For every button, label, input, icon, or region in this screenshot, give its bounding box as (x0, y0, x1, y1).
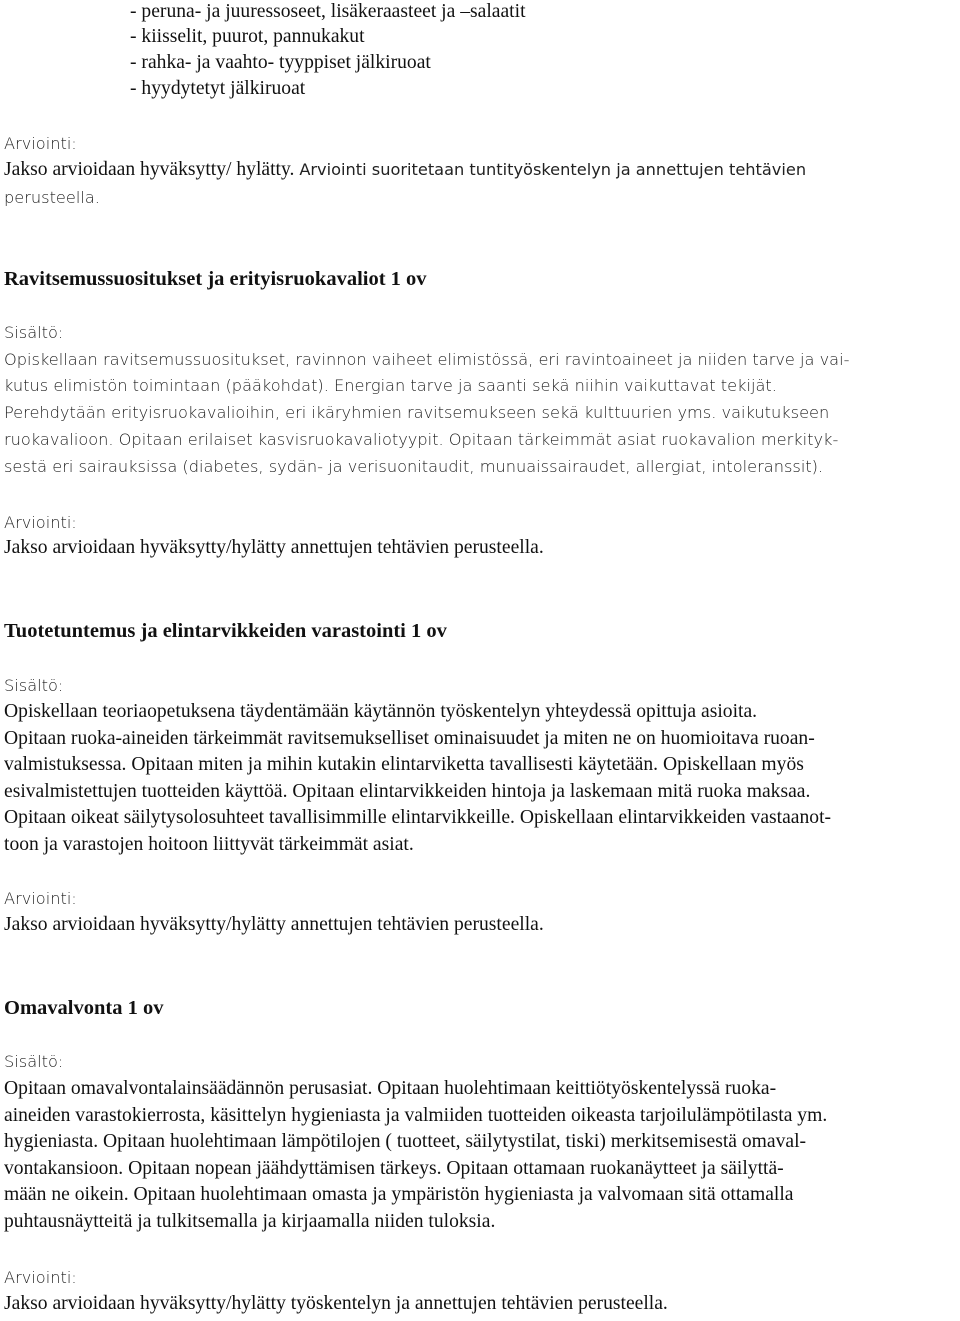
paragraph-line: esivalmistettujen tuotteiden käyttöä. Opitaan elintarvikkeiden hintoja ja laskemaan mitä ruoka maksaa. (4, 781, 811, 802)
paragraph-line: Opitaan oikeat säilytysolosuhteet tavallisimmille elintarvikkeille. Opiskellaan elintarvikkeiden vastaanot- (4, 807, 832, 828)
assessment-label: Arviointi: (4, 889, 77, 908)
section-heading: Tuotetuntemus ja elintarvikkeiden varastointi 1 ov (4, 620, 447, 642)
paragraph-line: Perehdytään erityisruokavalioihin, eri ikäryhmien ravitsemukseen sekä kulttuurien yms. vaikutukseen (4, 403, 830, 422)
assessment-label: Arviointi: (4, 1268, 77, 1287)
paragraph-line: Opiskellaan teoriaopetuksena täydentämään käytännön työskentelyn yhteydessä opittuja asioita. (4, 701, 758, 722)
paragraph-line: Opitaan omavalvontalainsäädännön perusasiat. Opitaan huolehtimaan keittiötyöskentelyssä ruoka- (4, 1078, 777, 1099)
assessment-text: perusteella. (4, 188, 100, 207)
list-item: - kiisselit, puurot, pannukakut (130, 26, 365, 47)
list-item: - hyydytetyt jälkiruoat (130, 78, 306, 99)
paragraph-line: vontakansioon. Opitaan nopean jäähdyttämisen tärkeys. Opitaan ottamaan ruokanäytteet ja säilyttä- (4, 1158, 784, 1179)
paragraph-line: hygieniasta. Opitaan huolehtimaan lämpötilojen ( tuotteet, säilytystilat, tiski) merkitsemisestä omaval- (4, 1131, 807, 1152)
content-label: Sisältö: (4, 323, 64, 342)
assessment-text: Jakso arvioidaan hyväksytty/hylätty työskentelyn ja annettujen tehtävien perusteella. (4, 1293, 668, 1314)
assessment-text-part: Jakso arvioidaan hyväksytty/ hylätty. (4, 159, 300, 180)
list-item: - peruna- ja juuressoseet, lisäkeraasteet ja –salaatit (130, 1, 526, 22)
paragraph-line: puhtausnäytteitä ja tulkitsemalla ja kirjaamalla niiden tuloksia. (4, 1211, 496, 1232)
paragraph-line: kutus elimistön toimintaan (pääkohdat). Energian tarve ja saanti sekä niihin vaikuttavat tekijät. (4, 376, 777, 395)
content-label: Sisältö: (4, 676, 64, 695)
paragraph-line: Opitaan ruoka-aineiden tärkeimmät ravitsemukselliset ominaisuudet ja miten ne on huomioitava ruoan- (4, 728, 815, 749)
assessment-label: Arviointi: (4, 134, 77, 153)
paragraph-line: aineiden varastokierrosta, käsittelyn hygieniasta ja valmiiden tuotteiden oikeasta tarjoilulämpötilasta ym. (4, 1105, 828, 1126)
section-heading: Omavalvonta 1 ov (4, 997, 164, 1019)
list-item: - rahka- ja vaahto- tyyppiset jälkiruoat (130, 52, 431, 73)
paragraph-line: mään ne oikein. Opitaan huolehtimaan omasta ja ympäristön hygieniasta ja valvomaan sitä ottamalla (4, 1184, 794, 1205)
paragraph-line: toon ja varastojen hoitoon liittyvät tärkeimmät asiat. (4, 834, 414, 855)
assessment-text: Jakso arvioidaan hyväksytty/hylätty annettujen tehtävien perusteella. (4, 537, 544, 558)
paragraph-line: valmistuksessa. Opitaan miten ja mihin kutakin elintarviketta tavallisesti käytetään. Opiskellaan myös (4, 754, 804, 775)
assessment-text-part: Arviointi suoritetaan tuntityöskentelyn ja annettujen tehtävien (299, 160, 807, 179)
paragraph-line: Opiskellaan ravitsemussuositukset, ravinnon vaiheet elimistössä, eri ravintoaineet ja niiden tarve ja vai- (4, 350, 850, 369)
assessment-text (4, 158, 806, 182)
section-heading: Ravitsemussuositukset ja erityisruokavaliot 1 ov (4, 268, 427, 290)
assessment-text: Jakso arvioidaan hyväksytty/hylätty annettujen tehtävien perusteella. (4, 914, 544, 935)
paragraph-line: sestä eri sairauksissa (diabetes, sydän- ja verisuonitaudit, munuaissairaudet, allergiat, intoleranssit). (4, 457, 824, 476)
paragraph-line: ruokavalioon. Opitaan erilaiset kasvisruokavaliotyypit. Opitaan tärkeimmät asiat ruokavalion merkityk- (4, 430, 839, 449)
content-label: Sisältö: (4, 1052, 64, 1071)
assessment-label: Arviointi: (4, 513, 77, 532)
